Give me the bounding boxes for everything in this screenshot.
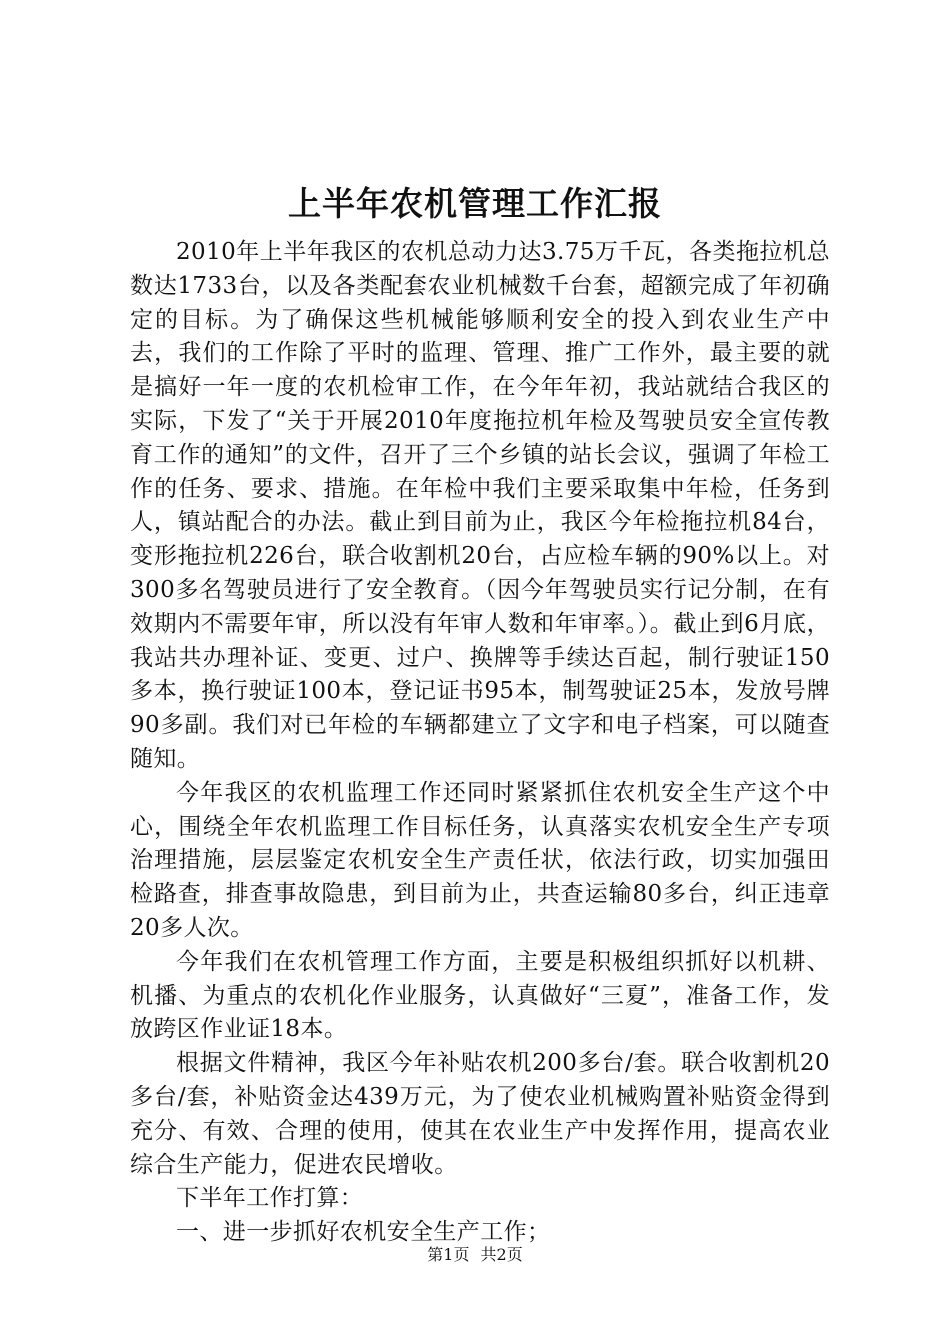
document-title: 上半年农机管理工作汇报 (288, 184, 662, 223)
document-body (130, 236, 830, 1250)
paragraph: 今年我们在农机管理工作方面，主要是积极组织抓好以机耕、机播、为重点的农机化作业服务，认真做好“三夏”，准备工作，发放跨区作业证18本。 (130, 948, 830, 1043)
page-footer (0, 1244, 950, 1266)
paragraph: 根据文件精神，我区今年补贴农机200多台/套。联合收割机20多台/套，补贴资金达439万元，为了使农业机械购置补贴资金得到充分、有效、合理的使用，使其在农业生产中发挥作用，提高农业综合生产能力，促进农民增收。 (130, 1050, 830, 1178)
paragraph: 今年我区的农机监理工作还同时紧紧抓住农机安全生产这个中心，围绕全年农机监理工作目标任务，认真落实农机安全生产专项治理措施，层层鉴定农机安全生产责任状，依法行政，切实加强田检路查，排查事故隐患，到目前为止，共查运输80多台，纠正违章20多人次。 (130, 779, 830, 941)
paragraph: 一、进一步抓好农机安全生产工作； (176, 1219, 551, 1246)
page-number: 第1页 (427, 1245, 470, 1264)
paragraph: 下半年工作打算： (176, 1185, 364, 1212)
page-total: 共2页 (480, 1245, 523, 1264)
paragraph: 2010年上半年我区的农机总动力达3.75万千瓦，各类拖拉机总数达1733台，以及各类配套农业机械数千台套，超额完成了年初确定的目标。为了确保这些机械能够顺利安全的投入到农业生产中去，我们的工作除了平时的监理、管理、推广工作外，最主要的就是搞好一年一度的农机检审工作，在今年年初，我站就结合我区的实际，下发了“关于开展2010年度拖拉机年检及驾驶员安全宣传教育工作的通知”的文件，召开了三个乡镇的站长会议，强调了年检工作的任务、要求、措施。在年检中我们主要采取集中年检，任务到人，镇站配合的办法。截止到目前为止，我区今年检拖拉机84台，变形拖拉机226台，联合收割机20台，占应检车辆的90%以上。对300多名驾驶员进行了安全教育。（因今年驾驶员实行记分制，在有效期内不需要年审，所以没有年审人数和年审率。）。截止到6月底，我站共办理补证、变更、过户、换牌等手续达百起，制行驶证150多本，换行驶证100本，登记证书95本，制驾驶证25本，发放号牌90多副。我们对已年检的车辆都建立了文字和电子档案，可以随查随知。 (130, 239, 830, 772)
